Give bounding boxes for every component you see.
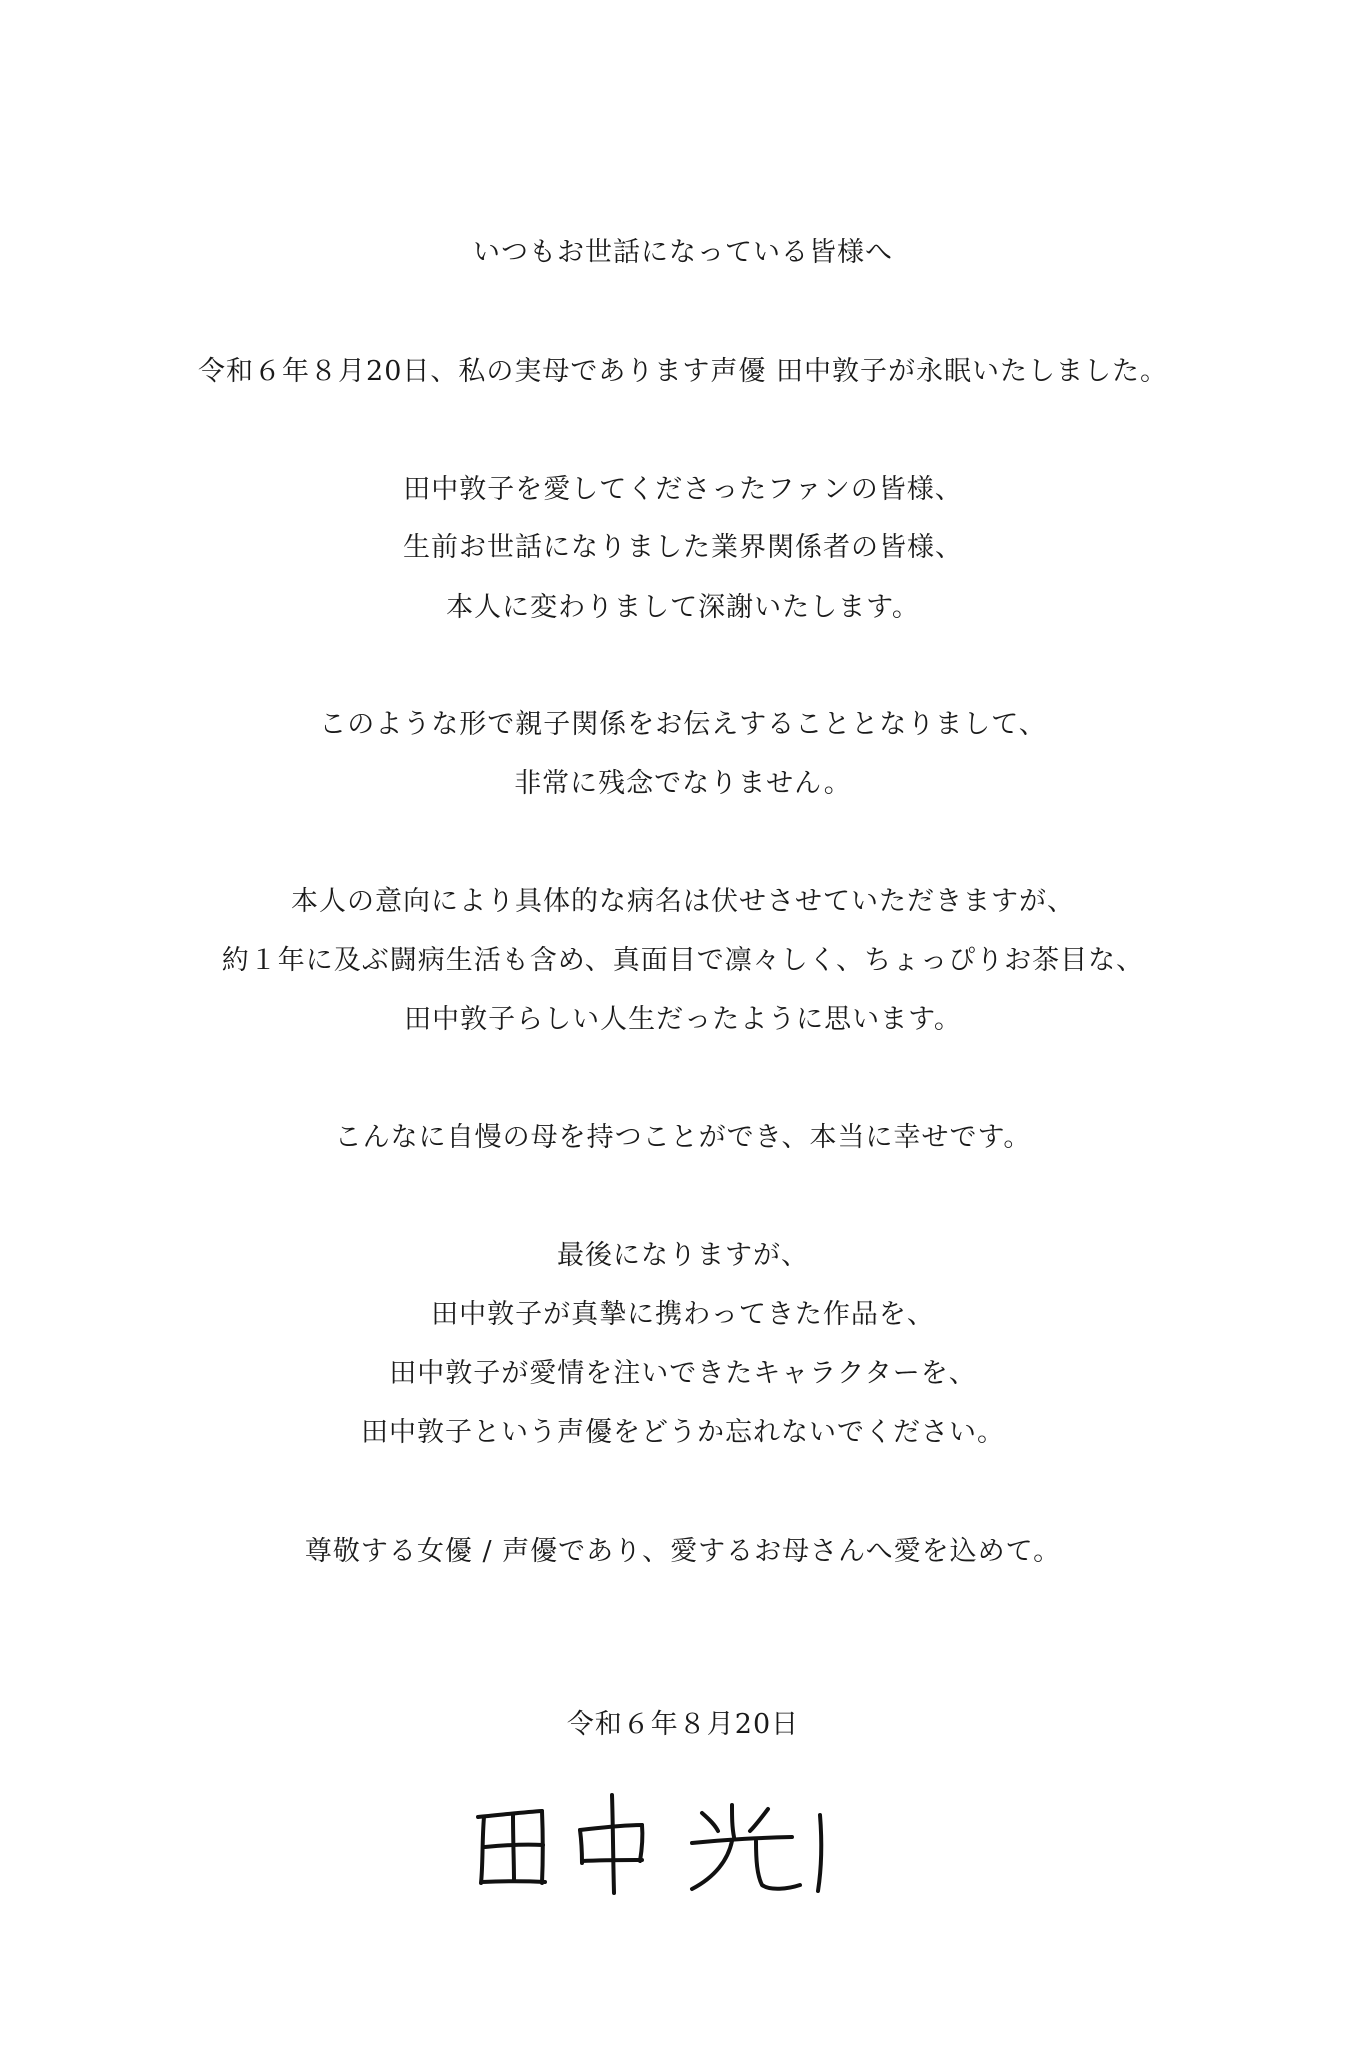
closing-line: 尊敬する女優 / 声優であり、愛するお母さんへ愛を込めて。 xyxy=(304,1536,1062,1567)
handwritten-signature xyxy=(470,1785,890,1900)
thanks-line: 本人に変わりまして深謝いたします。 xyxy=(446,592,920,623)
illness-line: 約１年に及ぶ闘病生活も含め、真面目で凛々しく、ちょっぴりお茶目な、 xyxy=(221,945,1145,976)
request-line: 最後になりますが、 xyxy=(557,1240,809,1271)
thanks-line: 生前お世話になりました業界関係者の皆様、 xyxy=(403,532,963,563)
letter-date: 令和６年８月20日 xyxy=(566,1709,800,1740)
request-line: 田中敦子という声優をどうか忘れないでください。 xyxy=(361,1417,1005,1448)
pride-line: こんなに自慢の母を持つことができ、本当に幸せです。 xyxy=(334,1122,1032,1153)
request-line: 田中敦子が真摯に携わってきた作品を、 xyxy=(431,1299,935,1330)
request-line: 田中敦子が愛情を注いできたキャラクターを、 xyxy=(389,1358,977,1389)
announcement: 令和６年８月20日、私の実母であります声優 田中敦子が永眠いたしました。 xyxy=(198,356,1168,387)
illness-line: 田中敦子らしい人生だったように思います。 xyxy=(404,1004,962,1035)
illness-line: 本人の意向により具体的な病名は伏せさせていただきますが、 xyxy=(291,886,1075,917)
greeting: いつもお世話になっている皆様へ xyxy=(473,237,893,268)
thanks-line: 田中敦子を愛してくださったファンの皆様、 xyxy=(403,474,963,505)
regret-line: このような形で親子関係をお伝えすることとなりまして、 xyxy=(319,709,1047,740)
regret-line: 非常に残念でなりません。 xyxy=(514,768,852,799)
